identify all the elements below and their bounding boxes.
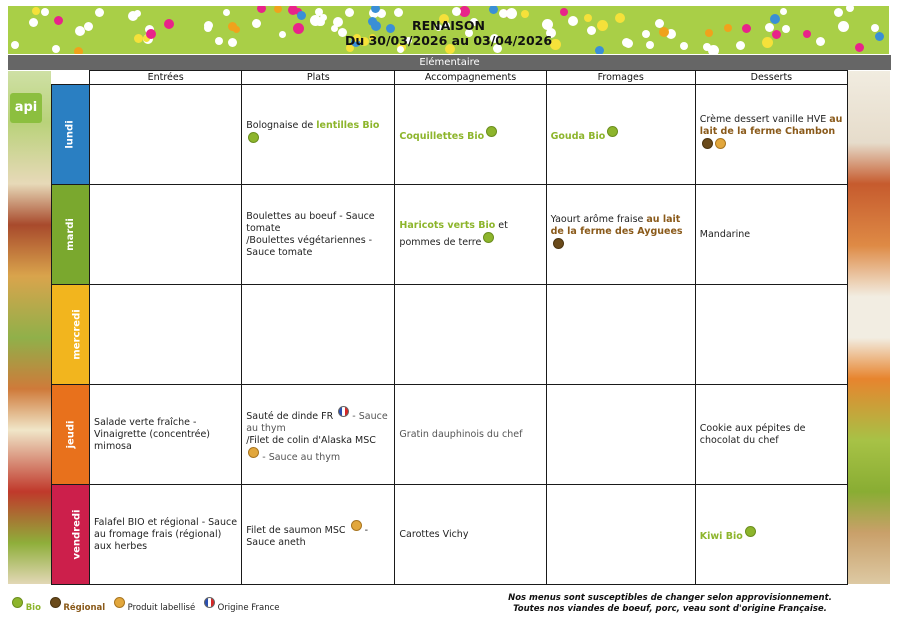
confetti-dot: [780, 8, 787, 15]
menu-item-text: - Sauce au thym: [259, 451, 341, 463]
cell-mardi-accompagnements: [395, 185, 546, 285]
column-header-fromages: Fromages: [546, 71, 695, 85]
bio-icon: [607, 126, 618, 137]
column-header-desserts: Desserts: [695, 71, 847, 85]
menu-item-text: - Sauce aneth: [246, 525, 369, 548]
column-header-accompagnements: Accompagnements: [395, 71, 546, 85]
day-row-jeudi: [52, 385, 848, 485]
menu-item-text: Cookie aux pépites de chocolat du chef: [699, 422, 806, 446]
day-name: vendredi: [71, 509, 83, 560]
cell-jeudi-fromages: [546, 385, 695, 485]
day-label-mercredi: [52, 285, 90, 385]
menu-item-text: /Boulettes végétariennes - Sauce tomate: [246, 234, 373, 258]
menu-item-text: Carottes Vichy: [399, 528, 469, 540]
legend-regional: Régional: [48, 603, 106, 613]
menu-item-text: Gouda Bio: [550, 131, 606, 142]
menu-item-text: Haricots verts Bio: [399, 220, 496, 231]
menu-item-text: Salade verte fraîche - Vinaigrette (concentrée) mimosa: [94, 416, 211, 452]
column-header-row: [52, 71, 848, 85]
cell-mercredi-entrees: [90, 285, 242, 385]
column-header-plats: Plats: [242, 71, 395, 85]
note-line-1: Nos menus sont susceptibles de changer selon approvisionnement.: [508, 593, 832, 603]
site-name: RENAISON: [411, 18, 486, 33]
day-row-mercredi: [52, 285, 848, 385]
legend-label: Produit labellisé: [112, 603, 195, 613]
menu-item-text: lentilles Bio: [316, 120, 380, 131]
menu-item-text: Mandarine: [699, 228, 751, 240]
bio-icon: [483, 232, 494, 243]
menu-item-text: - Sauce au thym: [246, 410, 388, 434]
confetti-dot: [257, 6, 266, 13]
cell-mardi-entrees: [90, 185, 242, 285]
legend-bio: Bio: [10, 603, 41, 613]
header-corner: [52, 71, 90, 85]
day-name: lundi: [65, 120, 77, 149]
day-label-mardi: [52, 185, 90, 285]
confetti-dot: [521, 10, 529, 18]
cell-lundi-desserts: [695, 85, 847, 185]
menu-item-text: Filet de saumon MSC: [246, 525, 349, 536]
confetti-dot: [315, 8, 323, 16]
menu-item-text: et pommes de terre: [399, 220, 508, 248]
confetti-dot: [74, 47, 83, 54]
day-label-jeudi: [52, 385, 90, 485]
menu-item-text: au lait de la ferme Chambon: [699, 114, 843, 137]
section-label: Elémentaire: [8, 55, 891, 70]
header-banner: [8, 6, 889, 54]
day-row-lundi: [52, 85, 848, 185]
bio-icon: [745, 526, 756, 537]
confetti-dot: [846, 6, 854, 12]
confetti-dot: [834, 8, 843, 17]
menu-item-text: Yaourt arôme fraise: [550, 214, 647, 225]
decorative-photo-right: [848, 71, 890, 584]
day-row-mardi: [52, 185, 848, 285]
day-name: mardi: [65, 218, 77, 251]
label-icon: [248, 447, 259, 458]
menu-item-text: Coquillettes Bio: [399, 131, 485, 142]
bio-icon: [12, 597, 23, 608]
confetti-dot: [499, 9, 508, 18]
legend: [10, 597, 284, 613]
regional-icon: [553, 238, 564, 249]
menu-item-text: Sauté de dinde FR: [246, 410, 337, 422]
footer-notes: [470, 593, 870, 615]
cell-vendredi-plats: [242, 485, 395, 585]
api-logo: api: [10, 93, 42, 123]
note-line-2: Toutes nos viandes de boeuf, porc, veau sont d'origine Française.: [513, 604, 827, 614]
day-name: mercredi: [71, 309, 83, 360]
confetti-dot: [394, 8, 403, 17]
confetti-dot: [41, 8, 49, 16]
cell-lundi-accompagnements: [395, 85, 546, 185]
cell-mardi-fromages: [546, 185, 695, 285]
cell-mardi-plats: [242, 185, 395, 285]
menu-item-text: /Filet de colin d'Alaska MSC: [246, 434, 376, 446]
cell-mercredi-accompagnements: [395, 285, 546, 385]
menu-item-text: Bolognaise de: [246, 120, 317, 131]
cell-vendredi-desserts: [695, 485, 847, 585]
cell-mardi-desserts: [695, 185, 847, 285]
menu-table: [51, 70, 848, 585]
regional-icon: [702, 138, 713, 149]
cell-jeudi-plats: [242, 385, 395, 485]
cell-vendredi-fromages: [546, 485, 695, 585]
cell-lundi-plats: [242, 85, 395, 185]
menu-item-text: Crème dessert vanille HVE: [699, 114, 830, 125]
confetti-dot: [560, 8, 568, 16]
menu-item-text: Boulettes au boeuf - Sauce tomate: [246, 210, 375, 234]
label-icon: [114, 597, 125, 608]
menu-item-text: au lait de la ferme des Ayguees: [550, 214, 683, 237]
france-flag-icon: [204, 597, 215, 608]
legend-origin: Origine France: [202, 603, 280, 613]
cell-lundi-fromages: [546, 85, 695, 185]
cell-vendredi-entrees: [90, 485, 242, 585]
menu-title: [8, 18, 889, 48]
menu-item-text: Gratin dauphinois du chef: [399, 428, 523, 440]
bio-icon: [248, 132, 259, 143]
day-label-lundi: [52, 85, 90, 185]
day-name: jeudi: [65, 420, 77, 449]
confetti-dot: [223, 9, 230, 16]
france-flag-icon: [338, 406, 349, 417]
confetti-dot: [452, 7, 461, 16]
cell-vendredi-accompagnements: [395, 485, 546, 585]
cell-jeudi-desserts: [695, 385, 847, 485]
decorative-photo-left: [8, 71, 51, 584]
day-label-vendredi: [52, 485, 90, 585]
cell-jeudi-entrees: [90, 385, 242, 485]
cell-lundi-entrees: [90, 85, 242, 185]
cell-mercredi-desserts: [695, 285, 847, 385]
label-icon: [715, 138, 726, 149]
confetti-dot: [345, 8, 354, 17]
column-header-entrees: Entrées: [90, 71, 242, 85]
menu-item-text: Falafel BIO et régional - Sauce au fromage frais (régional) aux herbes: [94, 516, 238, 552]
confetti-dot: [32, 7, 40, 15]
cell-mercredi-fromages: [546, 285, 695, 385]
confetti-dot: [489, 6, 498, 14]
cell-mercredi-plats: [242, 285, 395, 385]
cell-jeudi-accompagnements: [395, 385, 546, 485]
bio-icon: [486, 126, 497, 137]
date-range: Du 30/03/2026 au 03/04/2026: [344, 33, 553, 48]
confetti-dot: [95, 8, 104, 17]
regional-icon: [50, 597, 61, 608]
label-icon: [351, 520, 362, 531]
day-row-vendredi: [52, 485, 848, 585]
menu-item-text: Kiwi Bio: [699, 531, 743, 542]
confetti-dot: [274, 6, 282, 13]
